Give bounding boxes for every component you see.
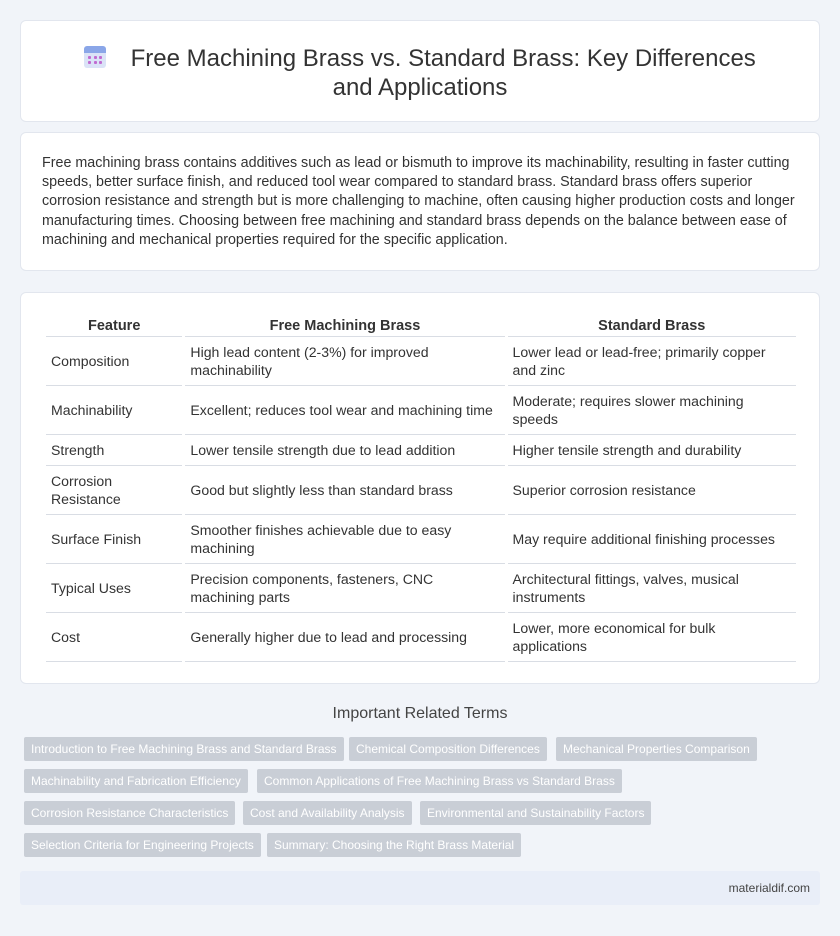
related-tag-common-applications[interactable]: Common Applications of Free Machining Brass vs Standard Brass bbox=[257, 769, 622, 793]
calendar-icon bbox=[84, 46, 106, 68]
standard-cell: Moderate; requires slower machining speeds bbox=[508, 386, 796, 435]
table-row bbox=[46, 435, 796, 466]
standard-cell: May require additional finishing processes bbox=[508, 515, 796, 564]
related-tag-corrosion-resistance[interactable]: Corrosion Resistance Characteristics bbox=[24, 801, 235, 825]
related-tag-selection-criteria[interactable]: Selection Criteria for Engineering Projects bbox=[24, 833, 261, 857]
standard-cell: Lower lead or lead-free; primarily copper and zinc bbox=[508, 337, 796, 386]
intro-paragraph: Free machining brass contains additives such as lead or bismuth to improve its machinability, resulting in faster cutting speeds, better surface finish, and reduced tool wear compared to standard brass. Standard brass offers superior corrosion resistance and strength but is more challenging to machine, often causing higher production costs and longer manufacturing times. Choosing between free machining and standard brass depends on the balance between ease of machining and mechanical properties required for the specific application. bbox=[42, 155, 795, 248]
free-machining-cell: Smoother finishes achievable due to easy machining bbox=[185, 515, 504, 564]
related-tag-introduction[interactable]: Introduction to Free Machining Brass and Standard Brass bbox=[24, 737, 344, 761]
column-header-feature: Feature bbox=[46, 315, 182, 337]
comparison-table-card bbox=[20, 292, 820, 684]
related-tag-machinability[interactable]: Machinability and Fabrication Efficiency bbox=[24, 769, 248, 793]
free-machining-cell: Excellent; reduces tool wear and machining time bbox=[185, 386, 504, 435]
free-machining-cell: High lead content (2-3%) for improved machinability bbox=[185, 337, 504, 386]
related-tag-mechanical-properties[interactable]: Mechanical Properties Comparison bbox=[556, 737, 757, 761]
table-row bbox=[46, 466, 796, 515]
feature-cell: Corrosion Resistance bbox=[46, 466, 182, 515]
page-title: Free Machining Brass vs. Standard Brass: Key Differences and Applications bbox=[130, 45, 756, 101]
table-row bbox=[46, 386, 796, 435]
free-machining-cell: Lower tensile strength due to lead addition bbox=[185, 435, 504, 466]
intro-card bbox=[20, 132, 820, 271]
standard-cell: Architectural fittings, valves, musical instruments bbox=[508, 564, 796, 613]
footer-site-link[interactable]: materialdif.com bbox=[728, 881, 810, 895]
feature-cell: Cost bbox=[46, 613, 182, 662]
standard-cell: Higher tensile strength and durability bbox=[508, 435, 796, 466]
table-row bbox=[46, 564, 796, 613]
feature-cell: Machinability bbox=[46, 386, 182, 435]
standard-cell: Lower, more economical for bulk applications bbox=[508, 613, 796, 662]
table-header-row bbox=[46, 315, 796, 337]
column-header-standard: Standard Brass bbox=[508, 315, 796, 337]
feature-cell: Typical Uses bbox=[46, 564, 182, 613]
footer-bar bbox=[20, 871, 820, 905]
feature-cell: Surface Finish bbox=[46, 515, 182, 564]
feature-cell: Strength bbox=[46, 435, 182, 466]
table-row bbox=[46, 613, 796, 662]
related-tag-environmental[interactable]: Environmental and Sustainability Factors bbox=[420, 801, 651, 825]
comparison-table bbox=[43, 315, 799, 662]
free-machining-cell: Generally higher due to lead and processing bbox=[185, 613, 504, 662]
free-machining-cell: Good but slightly less than standard brass bbox=[185, 466, 504, 515]
header-card bbox=[20, 20, 820, 122]
table-row bbox=[46, 337, 796, 386]
free-machining-cell: Precision components, fasteners, CNC machining parts bbox=[185, 564, 504, 613]
related-terms-heading: Important Related Terms bbox=[332, 705, 508, 722]
related-tag-chemical-composition[interactable]: Chemical Composition Differences bbox=[349, 737, 547, 761]
standard-cell: Superior corrosion resistance bbox=[508, 466, 796, 515]
feature-cell: Composition bbox=[46, 337, 182, 386]
title-wrap bbox=[61, 44, 779, 102]
related-tag-cost-availability[interactable]: Cost and Availability Analysis bbox=[243, 801, 412, 825]
column-header-free-machining: Free Machining Brass bbox=[185, 315, 504, 337]
table-row bbox=[46, 515, 796, 564]
related-tag-summary[interactable]: Summary: Choosing the Right Brass Material bbox=[267, 833, 521, 857]
